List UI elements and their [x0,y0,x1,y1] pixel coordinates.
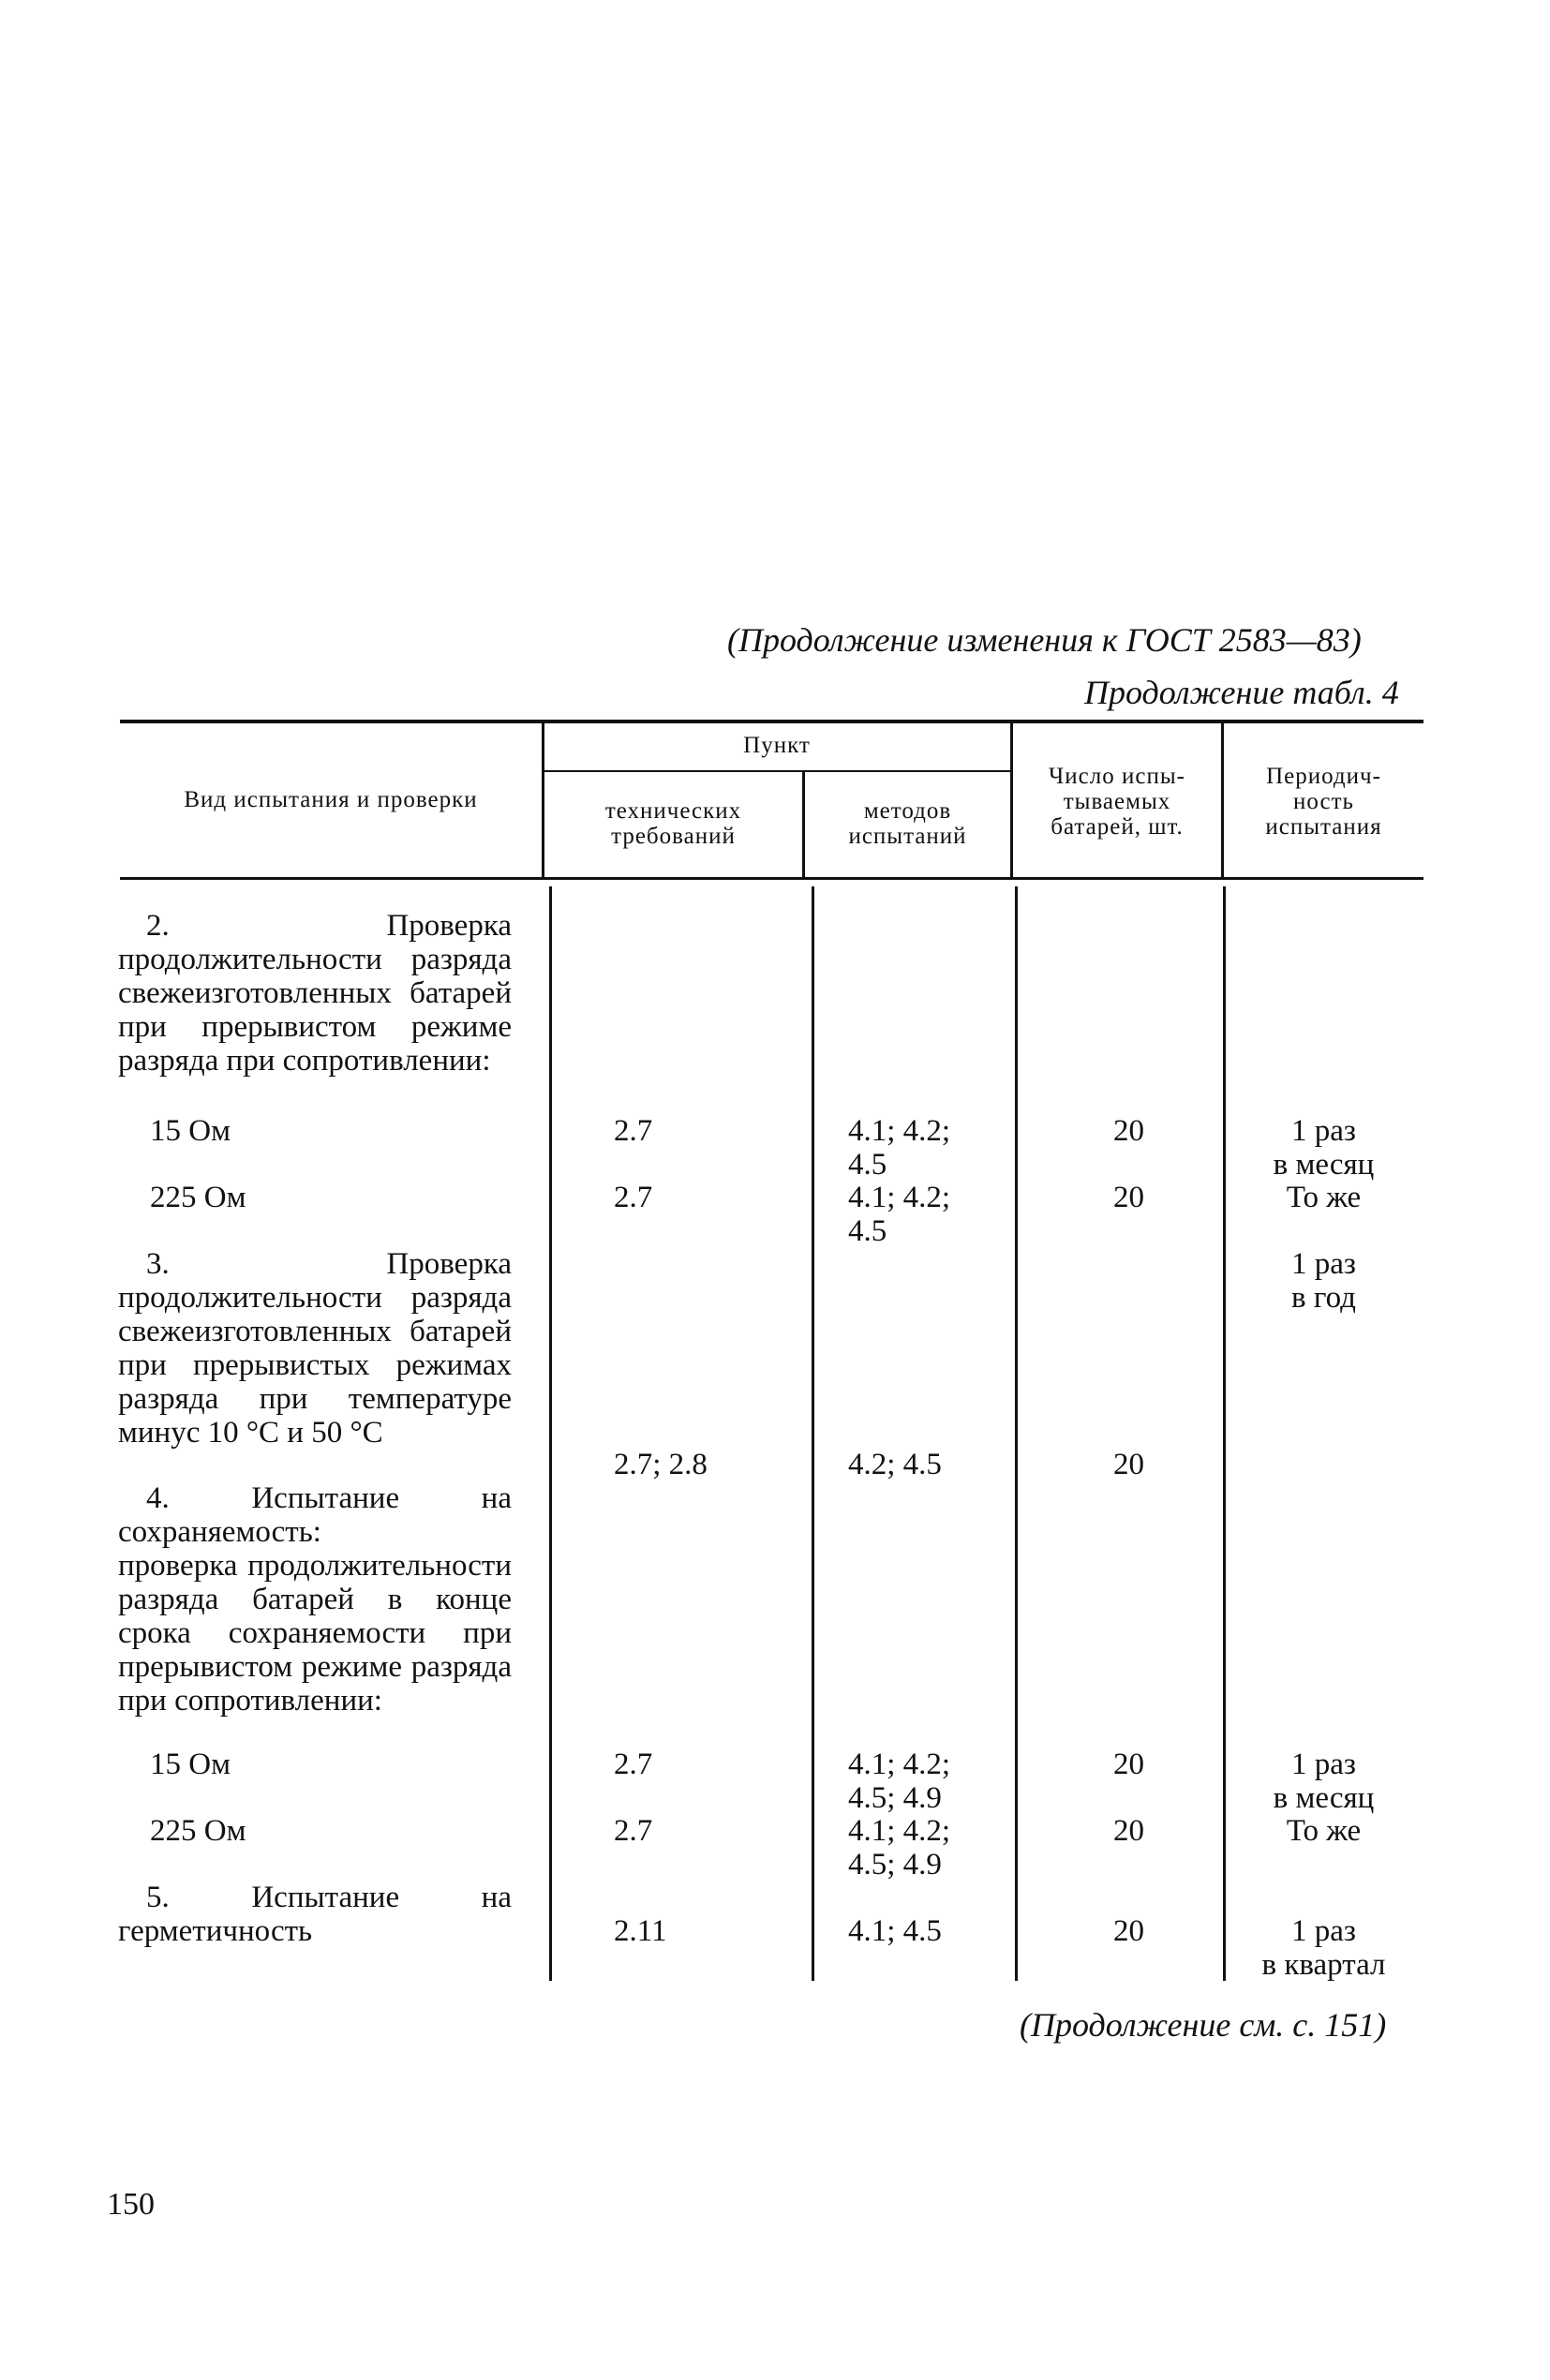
r2-225-methods: 4.1; 4.2; 4.5 [848,1181,951,1248]
r5-period: 1 раз в квартал [1261,1914,1386,1982]
body-vline-2 [812,886,814,1981]
r4-15-period: 1 раз в месяц [1273,1748,1375,1815]
r3-count: 20 [1113,1448,1144,1481]
desc-item-3: 3. Проверка продолжительности разряда свежеизготовленных батарей при прерывистых режимах разряда при температуре минус 10 °С и 50 °С [118,1247,512,1450]
punkt-sub-rule [544,770,1010,772]
r2-225-tech-req: 2.7 [614,1181,653,1214]
body-vline-3 [1015,886,1018,1981]
desc-item-4-text: проверка продолжительности разряда батарей в конце срока сохраняемости при прерывистом режиме разряда при сопротивлении: [118,1549,512,1718]
desc-item-2: 2. Проверка продолжительности разряда свежеизготовленных батарей при прерывистом режиме разряда при сопротивлении: [118,909,512,1078]
r4-225-methods: 4.1; 4.2; 4.5; 4.9 [848,1814,951,1882]
r4-15-tech-req: 2.7 [614,1748,653,1781]
r2-15-period: 1 раз в месяц [1273,1114,1375,1182]
r4-225-tech-req: 2.7 [614,1814,653,1848]
r4-225-count: 20 [1113,1814,1144,1848]
r3-tech-req: 2.7; 2.8 [614,1448,708,1481]
desc-item-4-title: 4. Испытание на сохраняемость: [118,1481,512,1549]
desc-item-2-15-ohm: 15 Ом [150,1114,231,1148]
r2-15-methods: 4.1; 4.2; 4.5 [848,1114,951,1182]
desc-item-4-15-ohm: 15 Ом [150,1748,231,1781]
r4-15-methods: 4.1; 4.2; 4.5; 4.9 [848,1748,951,1815]
desc-item-5: 5. Испытание на герметичность [118,1881,512,1948]
r4-15-count: 20 [1113,1748,1144,1781]
r5-tech-req: 2.11 [614,1914,667,1948]
desc-item-2-225-ohm: 225 Ом [150,1181,246,1214]
r3-methods: 4.2; 4.5 [848,1448,942,1481]
col-header-type: Вид испытания и проверки [184,787,478,812]
header-bottom-rule [120,877,1423,880]
page-number: 150 [107,2187,155,2222]
col-header-punkt: Пункт [743,733,811,758]
desc-item-4-225-ohm: 225 Ом [150,1814,246,1848]
body-vline-1 [549,886,552,1981]
r2-15-count: 20 [1113,1114,1144,1148]
r2-15-tech-req: 2.7 [614,1114,653,1148]
r5-methods: 4.1; 4.5 [848,1914,942,1948]
r5-count: 20 [1113,1914,1144,1948]
r2-225-count: 20 [1113,1181,1144,1214]
col-header-tech-req: технических требований [604,798,742,849]
footer-continuation: (Продолжение см. с. 151) [1020,2006,1387,2044]
col-header-test-methods: методов испытаний [848,798,967,849]
table-continuation-label: Продолжение табл. 4 [1084,674,1399,711]
r2-225-period: То же [1286,1181,1362,1214]
continuation-header: (Продолжение изменения к ГОСТ 2583—83) [727,621,1362,659]
r3-period: 1 раз в год [1291,1247,1356,1315]
col-header-count: Число испы- тываемых батарей, шт. [1049,764,1185,840]
r4-225-period: То же [1286,1814,1362,1848]
col-header-period: Периодич- ность испытания [1265,764,1382,840]
table-top-rule [120,720,1423,723]
